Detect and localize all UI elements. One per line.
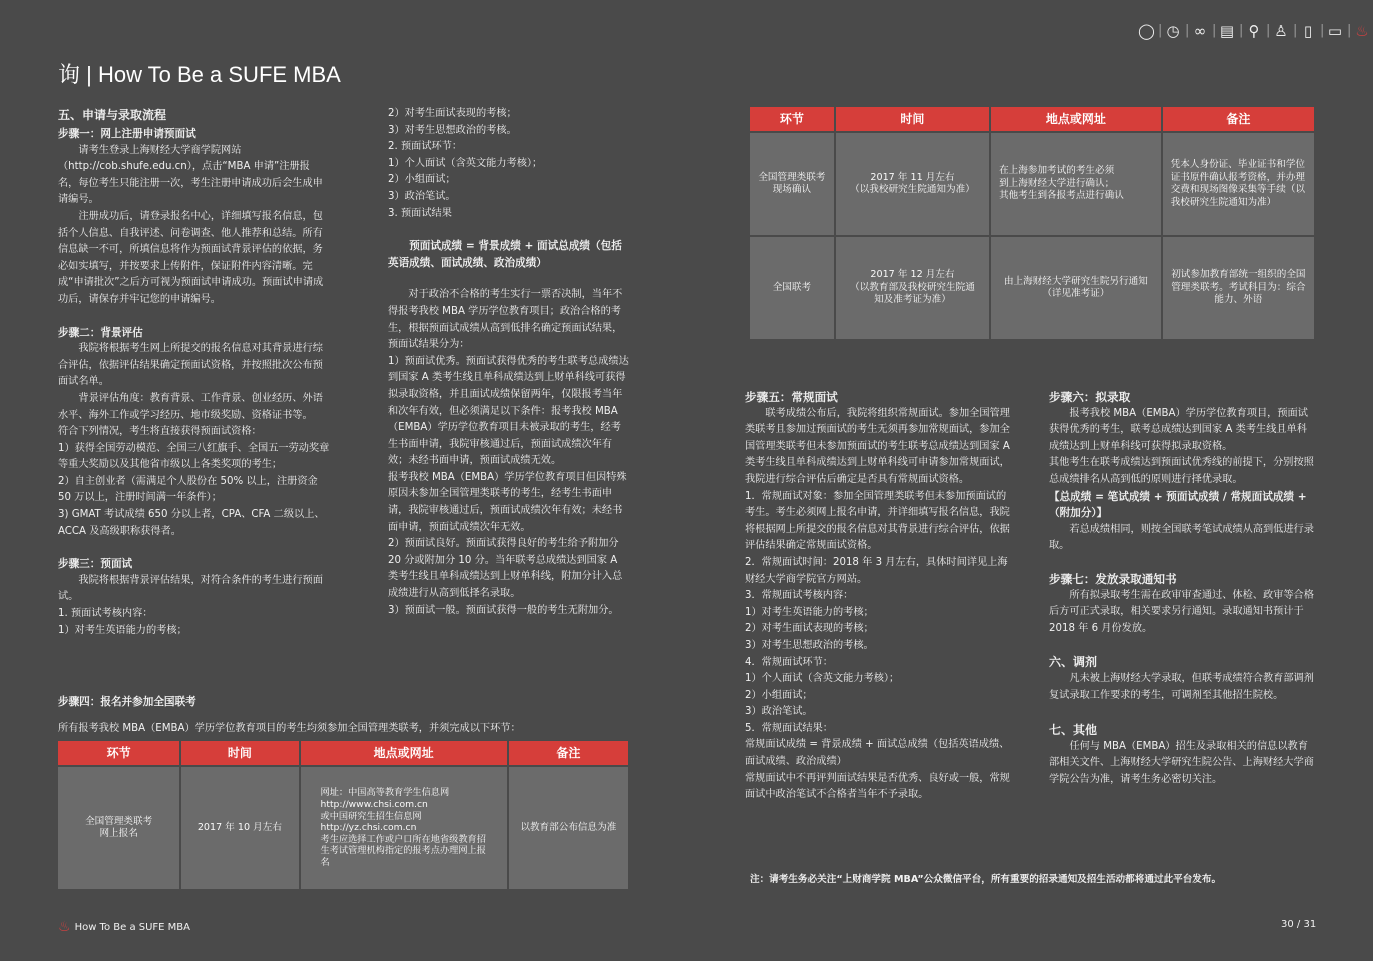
step7-title: 步骤七：发放录取通知书 [1049,571,1177,586]
table-cell: 2017 年 10 月左右 [181,767,298,889]
table-header: 环节 [58,741,179,765]
list-item: 常规面试中不再评判面试结果是否优秀、良好或一般，常规面试中政治笔试不合格者当年不予录取。 [745,772,1010,801]
list-item: 5．常规面试结果： [745,722,833,734]
paragraph: 对于政治不合格的考生实行一票否决制，当年不得报考我校 MBA 学历学位教育项目；政治合格的考生，根据预面试成绩从高到低排名确定预面试结果，预面试结果分为： [388,289,623,351]
table-cell: 由上海财经大学研究生院另行通知 （详见准考证） [991,237,1161,339]
table-cell: 以教育部公布信息为准 [509,767,628,889]
list-item: 2）小组面试； [388,174,456,186]
paragraph: 任何与 MBA（EMBA）招生及录取相关的信息以教育部相关文件、上海财经大学研究生院公告、上海财经大学商学院公告为准，请考生务必密切关注。 [1049,740,1314,785]
table-cell: 凭本人身份证、毕业证书和学位证书原件确认报考资格，并办理交费和现场图像采集等手续（以我校研究生院通知为准） [1163,133,1314,235]
list-item: 4．常规面试环节： [745,656,833,668]
paragraph: 联考成绩公布后，我院将组织常规面试。参加全国管理类联考且参加过预面试的考生无须再参加常规面试，参加全国管理类联考但未参加预面试的考生联考总成绩达到国家 A 类考生线且单科成绩达到上财单科线可申请参加常规面试，我院进行综合评估后确定是否具有常规面试资格。 [745,407,1010,485]
list-item: 3) GMAT 考试成绩 650 分以上者，CPA、CFA 二级以上、ACCA 及高级职称获得者。 [58,509,325,537]
o-icon[interactable]: ◯ [1138,22,1155,40]
table-cell: 初试参加教育部统一组织的全国管理类联考。考试科目为：综合能力、外语 [1163,237,1314,339]
list-item: 3）对考生思想政治的考核。 [388,124,517,136]
list-item: 1）对考生英语能力的考核； [745,606,874,618]
header-icon-bar [1138,22,1370,40]
book-icon[interactable]: ▤ [1219,22,1235,40]
paragraph: 其他考生在联考成绩达到预面试优秀线的前提下，分别按照总成绩排名从高到低的原则进行择优录取。 [1049,457,1314,485]
list-item: 2）自主创业者（需满足个人股份在 50% 以上，注册资金 50 万以上，注册时间满一年条件）； [58,475,318,504]
list-item: 常规面试成绩 = 背景成绩 + 面试总成绩（包括英语成绩、面试成绩、政治成绩） [745,739,1010,768]
table-cell: 全国管理类联考 现场确认 [750,133,834,235]
list-item: 3）政治笔试。 [745,706,813,718]
list-item: 1）个人面试（含英文能力考核）； [388,157,543,169]
list-item: 2. 预面试环节： [388,141,463,153]
divider: | [1239,23,1244,38]
list-item: 3）对考生思想政治的考核。 [745,639,874,651]
divider: | [1158,23,1163,38]
paragraph: 我院将根据考生网上所提交的报名信息对其背景进行综合评估，依据评估结果确定预面试资格，并按照批次公布预面试名单。 [58,343,323,388]
paragraph: 所有拟录取考生需在政审审查通过、体检、政审等合格后方可正式录取，相关要求另行通知。录取通知书预计于 2018 年 6 月份发放。 [1049,589,1314,634]
section-title: 六、调剂 [1049,655,1098,670]
document-icon[interactable]: ▯ [1303,22,1313,40]
left-column-1 [58,106,330,639]
formula: 预面试成绩 = 背景成绩 + 面试总成绩（包括英语成绩、面试成绩、政治成绩） [388,240,622,269]
section-title: 五、申请与录取流程 [58,108,167,122]
section-title: 七、其他 [1049,722,1098,737]
table-header: 环节 [750,107,834,131]
list-item: 1）获得全国劳动模范、全国三八红旗手、全国五一劳动奖章等重大奖励以及其他省市级以上各类奖项的考生； [58,442,330,471]
divider: | [1320,23,1325,38]
table-header: 备注 [509,741,628,765]
step4-title: 步骤四：报名并参加全国联考 [58,696,196,708]
table-header: 备注 [1163,107,1314,131]
divider: | [1185,23,1190,38]
left-column-2 [388,106,630,619]
divider: | [1212,23,1217,38]
divider: | [1347,23,1352,38]
step5-title: 步骤五：常规面试 [745,390,838,404]
logo-icon[interactable]: ♨ [1355,22,1369,40]
exam-table [748,105,1316,341]
table-header: 时间 [836,107,989,131]
person-icon[interactable]: ♙ [1274,22,1288,40]
paragraph: 若总成绩相同，则按全国联考笔试成绩从高到低进行录取。 [1049,523,1314,552]
list-item: 3. 预面试结果 [388,207,452,219]
table-cell: 全国联考 [750,237,834,339]
right-column-1 [745,389,1011,804]
table-cell: 2017 年 12 月左右 （以教育部及我校研究生院通 知及准考证为准） [836,237,989,339]
list-item: 2）对考生面试表现的考核； [388,108,517,119]
page-numbers: 30 / 31 [1281,919,1317,930]
table-header: 地点或网址 [991,107,1161,131]
table-cell: 2017 年 11 月左右 （以我校研究生院通知为准） [836,133,989,235]
page-title: 询 | How To Be a SUFE MBA [58,62,341,87]
table-cell: 全国管理类联考 网上报名 [58,767,179,889]
formula: 【总成绩 = 笔试成绩 + 预面试成绩 / 常规面试成绩 +（附加分）】 [1049,490,1307,520]
paragraph: 3）预面试一般。预面试获得一般的考生无附加分。 [388,604,619,616]
paragraph: 2）预面试良好。预面试获得良好的考生给予附加分 20 分或附加分 10 分。当年联考总成绩达到国家 A 类考生线且单科成绩达到上财单科线，附加分计入总成绩进行从高到低择名录取。 [388,538,623,600]
list-item: 2）小组面试； [745,689,813,701]
step1-title: 步骤一：网上注册申请预面试 [58,128,196,140]
paragraph: 背景评估角度：教育背景、工作背景、创业经历、外语水平、海外工作或学习经历、地市级奖励、资格证书等。 [58,392,323,421]
clock-icon[interactable]: ◷ [1166,22,1180,40]
list-item: 3）政治笔试。 [388,190,456,202]
step6-title: 步骤六：拟录取 [1049,390,1131,404]
registration-table [56,739,630,891]
list-item: 1. 预面试考核内容： [58,608,153,620]
divider: | [1266,23,1271,38]
bike-icon[interactable]: ⚲ [1248,22,1260,40]
paragraph: 请考生登录上海财经大学商学院网站（http://cob.shufe.edu.cn），点击“MBA 申请”注册报名，每位考生只能注册一次，考生注册申请成功后会生成申请编号。 [58,144,323,206]
paragraph: 注册成功后，请登录报名中心，详细填写报名信息，包括个人信息、自我评述、问卷调查、他人推荐和总结。所有信息缺一不可，所填信息将作为预面试背景评估的依据，务必如实填写，并按要求上传附件，保证附件内容清晰。完成“申请批次”之后方可视为预面试申请成功。预面试申请成功后，请保存并牢记您的申请编号。 [58,210,324,305]
paragraph: 符合下列情况，考生将直接获得预面试资格： [58,426,262,438]
paragraph: 我院将根据背景评估结果，对符合条件的考生进行预面试。 [58,574,323,603]
table-cell: 在上海参加考试的考生必须 到上海财经大学进行确认； 其他考生到各报考点进行确认 [991,133,1161,235]
list-item: 1．常规面试对象：参加全国管理类联考但未参加预面试的考生。考生必须网上报名申请，并详细填写报名信息，我院将根据网上所提交的报名信息对其背景进行综合评估，依据评估结果确定常规面试资格。 [745,490,1010,552]
list-item: 1）对考生英语能力的考核； [58,624,187,636]
table-header: 地点或网址 [301,741,507,765]
paragraph: 凡未被上海财经大学录取，但联考成绩符合教育部调剂复试录取工作要求的考生，可调剂至其他招生院校。 [1049,673,1314,701]
step4-subtitle: 所有报考我校 MBA（EMBA）学历学位教育项目的考生均须参加全国管理类联考，并须完成以下环节： [58,723,521,734]
footer-brand-text: How To Be a SUFE MBA [74,921,191,933]
laptop-icon[interactable]: ▭ [1327,22,1343,40]
step2-title: 步骤二：背景评估 [58,326,143,339]
glasses-icon[interactable]: ∞ [1193,22,1207,40]
step3-title: 步骤三：预面试 [58,558,133,571]
list-item: 1）个人面试（含英文能力考核）； [745,673,900,685]
wechat-note: 注：请考生务必关注“上财商学院 MBA”公众微信平台，所有重要的招录通知及招生活动都将通过此平台发布。 [750,874,1222,885]
paragraph: 报考我校 MBA（EMBA）学历学位教育项目但因特殊原因未参加全国管理类联考的考生，经考生书面申请，我院审核通过后，预面试成绩次年有效；未经书面申请，预面试成绩次年无效。 [388,471,627,533]
paragraph: 1）预面试优秀。预面试获得优秀的考生联考总成绩达到国家 A 类考生线且单科成绩达到上财单科线可获得拟录取资格，并且面试成绩保留两年，仅限报考当年和次年有效，但必须满足以下条件：报考我校 MBA（EMBA）学历学位教育项目未被录取的考生，经考生书面申请，我院审核通过后，预面试成绩次年有效；未经书面申请，预面试成绩无效。 [388,355,629,467]
right-column-2 [1049,389,1315,788]
list-item: 3．常规面试考核内容： [745,590,854,602]
logo-icon: ♨ [58,919,71,935]
table-cell: 网址：中国高等教育学生信息网 http://www.chsi.com.cn 或中国研究生招生信息网 http://yz.chsi.com.cn 考生应选择工作或户口所在地省级教育招生考试管理机构指定的报考点办理网上报名 [301,767,507,889]
footer-brand [58,919,190,935]
table-header: 时间 [181,741,298,765]
list-item: 2）对考生面试表现的考核； [745,623,874,635]
paragraph: 报考我校 MBA（EMBA）学历学位教育项目，预面试获得优秀的考生，联考总成绩达到国家 A 类考生线且单科成绩达到上财单科线可获得拟录取资格。 [1049,407,1308,452]
list-item: 2．常规面试时间：2018 年 3 月左右，具体时间详见上海财经大学商学院官方网站。 [745,556,1008,585]
divider: | [1293,23,1298,38]
